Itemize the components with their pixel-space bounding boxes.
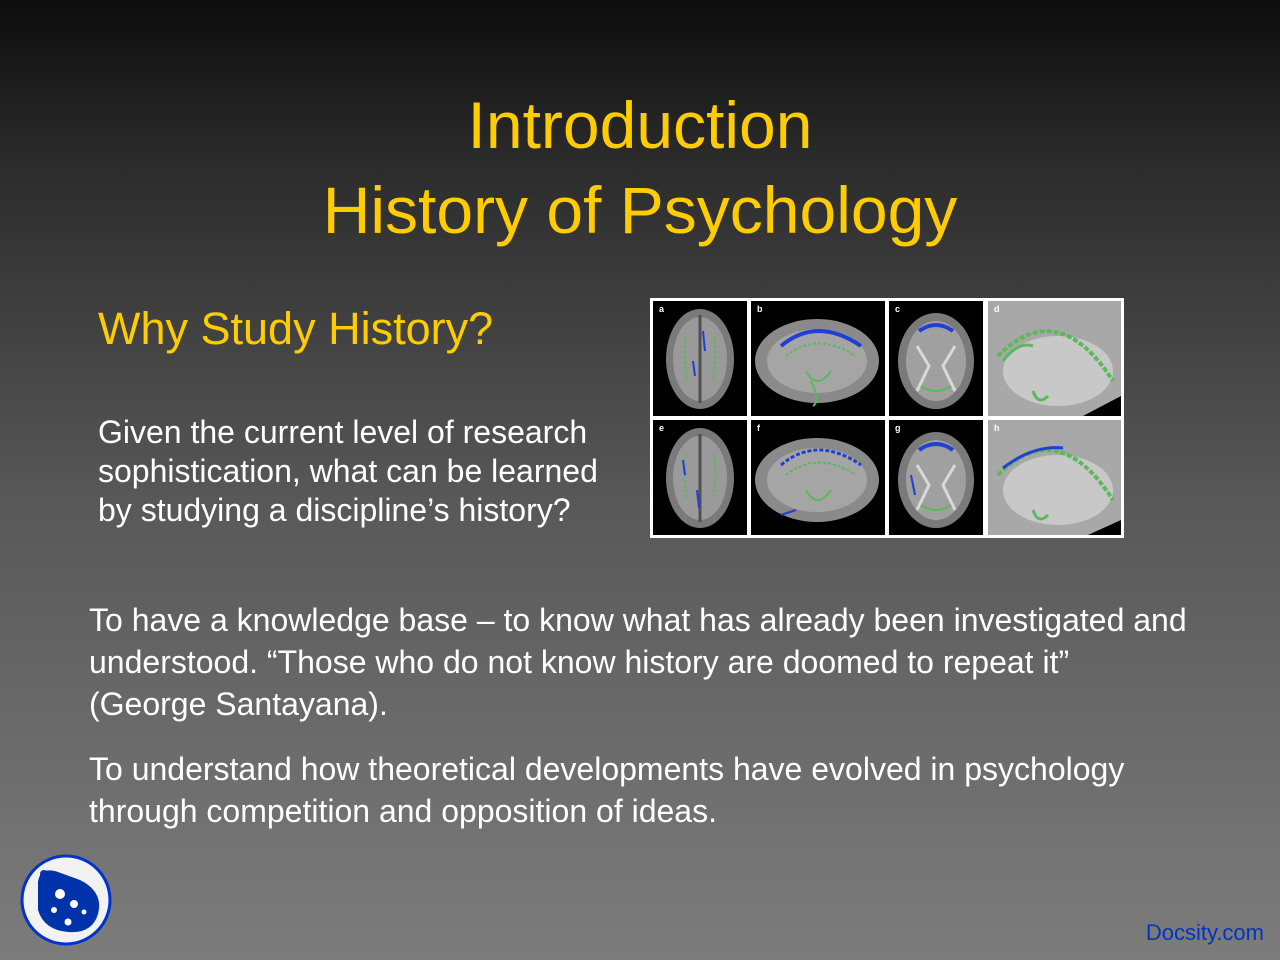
panel-label: a <box>659 304 665 314</box>
question-text: Given the current level of research sophistication, what can be learned by studying a discipline’s history? <box>98 414 598 528</box>
brain-panel-b <box>751 301 885 416</box>
docsity-logo-icon <box>18 852 114 948</box>
docsity-brand-link[interactable]: Docsity.com <box>1145 920 1264 945</box>
slide-title-line-1: Introduction <box>467 88 813 162</box>
answer-paragraph-2: To understand how theoretical developments have evolved in psychology through competition and opposition of ideas. <box>89 751 1125 829</box>
panel-label: f <box>757 423 760 433</box>
panel-label: h <box>994 423 1000 433</box>
brain-panel-f <box>751 420 885 535</box>
panel-label: c <box>895 304 901 314</box>
slide-title-line-2: History of Psychology <box>322 173 958 247</box>
answer-paragraph-1: To have a knowledge base – to know what has already been investigated and understood. “Those who do not know history are doomed to repeat it” (George Santayana). <box>89 602 1187 722</box>
brain-panel-g <box>889 420 983 535</box>
brain-panel-a <box>653 301 747 416</box>
panel-label: d <box>994 304 1000 314</box>
panel-label: g <box>895 423 901 433</box>
panel-label: b <box>757 304 763 314</box>
brain-panel-c <box>889 301 983 416</box>
panel-label: e <box>659 423 665 433</box>
brain-panel-e <box>653 420 747 535</box>
brain-panel-h <box>988 420 1121 535</box>
brain-scan-figure <box>650 298 1124 538</box>
brain-panel-d <box>988 301 1121 416</box>
section-heading: Why Study History? <box>98 303 494 354</box>
